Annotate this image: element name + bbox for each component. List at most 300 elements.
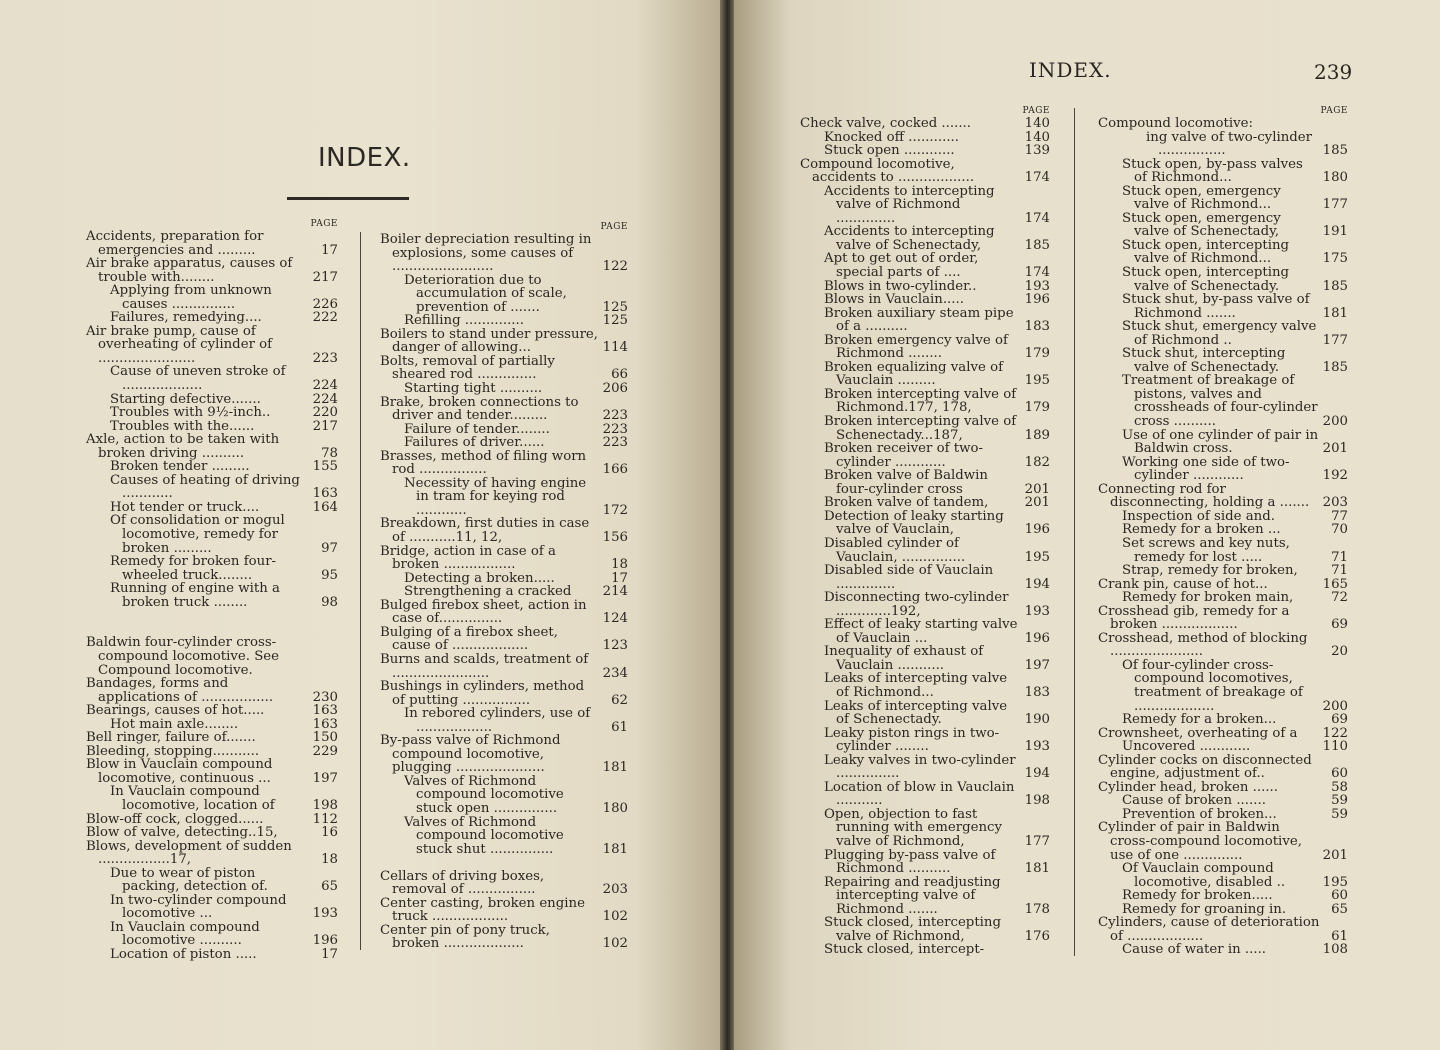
index-entry-page: 60 <box>1331 766 1348 782</box>
index-entry-text: Connecting rod for disconnecting, holding a ....... <box>1098 481 1310 511</box>
index-entry-page: 181 <box>602 841 628 857</box>
index-entry-text: Prevention of broken... <box>1122 806 1277 822</box>
right-page <box>734 0 1440 1050</box>
index-entry <box>380 599 628 626</box>
index-entry <box>86 501 338 515</box>
index-entry <box>1098 943 1348 957</box>
index-entry-text: Location of blow in Vauclain ........... <box>824 779 1019 809</box>
index-entry-page: 124 <box>602 611 628 627</box>
index-entry-text: Cause of broken ....... <box>1122 793 1266 809</box>
index-entry-page: 60 <box>1331 888 1348 904</box>
index-entry-text: Broken valve of tandem, <box>824 495 989 511</box>
index-entry-page: 165 <box>1322 576 1348 592</box>
index-entry-text: Failures of driver...... <box>404 435 545 451</box>
index-entry-text: Hot tender or truck.... <box>110 499 260 515</box>
index-entry-page: 193 <box>1024 739 1050 755</box>
index-entry-text: Broken valve of Baldwin four-cylinder cross <box>824 468 993 497</box>
index-entry-page: 71 <box>1331 563 1348 579</box>
index-entry <box>1098 212 1348 239</box>
index-column-left-1 <box>86 219 338 962</box>
index-entry-page: 181 <box>602 760 628 776</box>
index-entry <box>800 252 1050 279</box>
index-entry <box>800 469 1050 496</box>
index-entry <box>1098 320 1348 347</box>
index-entry <box>800 645 1050 672</box>
index-entry <box>800 916 1050 943</box>
index-entry-page: 163 <box>312 703 338 719</box>
index-entry-page: 195 <box>1024 549 1050 565</box>
index-entry-text: Remedy for a broken ... <box>1122 522 1281 538</box>
index-entry-page: 177 <box>1322 332 1348 348</box>
index-entry-text: Of four-cylinder cross-compound locomotives, treatment of breakage of ................... <box>1122 657 1308 714</box>
index-entry <box>86 894 338 921</box>
index-entry <box>1098 456 1348 483</box>
index-entry <box>800 849 1050 876</box>
index-entry-page: 78 <box>321 445 338 461</box>
index-entry-text: Bushings in cylinders, method of putting ................ <box>380 679 589 708</box>
index-entry-text: Troubles with the...... <box>110 418 255 434</box>
index-entry-text: Starting tight .......... <box>404 381 543 397</box>
index-entry-page: 17 <box>321 242 338 258</box>
index-entry-page: 98 <box>321 594 338 610</box>
index-entry-page: 201 <box>1024 481 1050 497</box>
index-entry-page: 223 <box>602 408 628 424</box>
page-column-header: PAGE <box>310 219 338 229</box>
index-entry-text: Inspection of side and. <box>1122 508 1275 524</box>
index-entry-text: Stuck open, emergency valve of Richmond... <box>1122 183 1285 213</box>
index-entry-text: Stuck open, by-pass valves of Richmond... <box>1122 156 1308 186</box>
index-entry-page: 229 <box>312 743 338 759</box>
index-entry-page: 180 <box>602 800 628 816</box>
index-entry-text: Valves of Richmond compound locomotive stuck open ............... <box>404 773 568 816</box>
index-entry-text: Blow in Vauclain compound locomotive, continuous ... <box>86 757 277 786</box>
index-entry-page: 200 <box>1322 414 1348 430</box>
index-entry <box>800 700 1050 727</box>
index-entry-text: Compound locomotive: <box>1098 116 1253 131</box>
index-entry-text: Axle, action to be taken with broken driving .......... <box>86 432 284 461</box>
index-entry-page: 18 <box>321 852 338 868</box>
index-entry <box>1098 916 1348 943</box>
index-entry <box>800 727 1050 754</box>
index-entry-text: Disabled cylinder of Vauclain, ............... <box>824 535 966 565</box>
index-entry-text: Valves of Richmond compound locomotive stuck shut ............... <box>404 814 568 857</box>
index-entry-text: Crosshead gib, remedy for a broken .................. <box>1098 603 1294 633</box>
index-entry-text: Bandages, forms and applications of ................. <box>86 676 274 705</box>
index-entry-text: Necessity of having engine in tram for keying rod ............ <box>404 475 591 518</box>
index-entry-page: 190 <box>1024 712 1050 728</box>
index-entry-page: 222 <box>312 310 338 326</box>
index-entry-page: 17 <box>321 946 338 962</box>
index-entry <box>1098 374 1348 428</box>
index-entry-text: Center casting, broken engine truck .................. <box>380 895 590 925</box>
index-entry-page: 194 <box>1024 576 1050 592</box>
index-entry-page: 196 <box>312 933 338 949</box>
index-entry-text: Broken tender ......... <box>110 459 250 475</box>
index-entry-text: Bleeding, stopping........... <box>86 743 260 759</box>
index-entry-text: Air brake apparatus, causes of trouble with........ <box>86 256 297 285</box>
index-entry-page: 181 <box>1024 861 1050 877</box>
index-entry <box>1098 632 1348 659</box>
index-entry-page: 59 <box>1331 793 1348 809</box>
index-entry <box>1098 158 1348 185</box>
index-entry-text: Cellars of driving boxes, removal of ................ <box>380 868 549 898</box>
index-entry-page: 203 <box>602 882 628 898</box>
index-entry-text: Treatment of breakage of pistons, valves and crossheads of four-cylinder cross .......... <box>1122 373 1322 430</box>
index-entry-text: Brake, broken connections to driver and tender......... <box>380 394 583 424</box>
index-entry-page: 140 <box>1024 116 1050 131</box>
index-entry-page: 16 <box>321 825 338 841</box>
index-entry-page: 220 <box>312 405 338 421</box>
index-entry <box>1098 808 1348 822</box>
index-entry <box>1098 781 1348 795</box>
index-entry-page: 185 <box>1024 237 1050 253</box>
index-entry-page: 223 <box>312 350 338 366</box>
index-entry <box>86 311 338 325</box>
index-entry-page: 234 <box>602 665 628 681</box>
index-entry-page: 195 <box>1322 874 1348 890</box>
page-column-header: PAGE <box>1320 106 1348 116</box>
index-entry-text: Starting defective....... <box>110 391 261 407</box>
index-entry <box>86 677 338 704</box>
index-entry-page: 185 <box>1322 143 1348 159</box>
index-entry-text: Stuck shut, intercepting valve of Schenectady. <box>1122 346 1290 375</box>
index-entry-page: 194 <box>1024 766 1050 782</box>
index-entry <box>380 545 628 572</box>
index-entry <box>800 293 1050 307</box>
index-entry-page: 201 <box>1024 495 1050 511</box>
index-entry-page: 175 <box>1322 251 1348 267</box>
index-entry <box>86 514 338 555</box>
index-entry <box>86 826 338 840</box>
index-entry <box>1098 740 1348 754</box>
index-entry <box>86 257 338 284</box>
index-entry-page: 122 <box>1322 725 1348 741</box>
index-entry-text: Location of piston ..... <box>110 946 257 962</box>
index-entry-page: 206 <box>602 381 628 397</box>
index-entry <box>1098 185 1348 212</box>
index-entry-page: 201 <box>1322 847 1348 863</box>
index-entry-page: 224 <box>312 378 338 394</box>
index-entry-text: In rebored cylinders, use of .................. <box>404 706 595 735</box>
index-entry <box>380 233 628 274</box>
index-entry-text: Use of one cylinder of pair in Baldwin cross. <box>1122 427 1323 457</box>
index-entry-page: 70 <box>1331 522 1348 538</box>
index-entry-page: 198 <box>312 797 338 813</box>
index-entry-page: 230 <box>312 689 338 705</box>
index-entry <box>86 921 338 948</box>
index-entry-text: Broken intercepting valve of Richmond.177, 178, <box>824 386 1021 416</box>
column-divider <box>1074 108 1075 956</box>
index-entry-text: Boilers to stand under pressure, danger of allowing... <box>380 326 603 356</box>
index-entry <box>1098 821 1348 862</box>
index-entry-page: 65 <box>1331 901 1348 917</box>
index-entry-text: In Vauclain compound locomotive, location of <box>110 784 275 813</box>
index-entry-page: 163 <box>312 486 338 502</box>
index-entry-text: Stuck open, intercepting valve of Richmond... <box>1122 237 1294 267</box>
index-entry-text: Broken receiver of two-cylinder ............ <box>824 441 983 470</box>
index-entry-text: Leaky valves in two-cylinder ............... <box>824 752 1020 782</box>
index-entry <box>1098 578 1348 592</box>
index-entry-page: 185 <box>1322 278 1348 294</box>
title-rule <box>287 197 409 200</box>
index-entry-text: Cylinder of pair in Baldwin cross-compound locomotive, use of one .............. <box>1098 820 1307 863</box>
index-entry-text: Blows, development of sudden .................17, <box>86 838 297 868</box>
index-entry <box>380 734 628 775</box>
index-entry-text: Strap, remedy for broken, <box>1122 563 1298 579</box>
index-entry <box>380 924 628 951</box>
index-entry-page: 189 <box>1024 427 1050 443</box>
index-entry <box>800 943 1050 957</box>
index-entry <box>380 328 628 355</box>
index-entry <box>1098 537 1348 564</box>
index-entry <box>86 636 338 677</box>
index-entry <box>800 672 1050 699</box>
index-entry-text: Strengthening a cracked <box>404 584 572 600</box>
index-entry-text: Blows in Vauclain..... <box>824 292 964 308</box>
index-entry-page: 182 <box>1024 454 1050 470</box>
index-entry <box>380 775 628 816</box>
index-entry-text: Refilling .............. <box>404 313 524 329</box>
index-entry-page: 18 <box>611 557 628 573</box>
index-entry-page: 179 <box>1024 400 1050 416</box>
index-entry <box>1098 659 1348 713</box>
index-entry <box>380 314 628 328</box>
index-entry <box>86 230 338 257</box>
index-entry-text: Remedy for a broken... <box>1122 712 1277 728</box>
index-entry-page: 192 <box>1322 468 1348 484</box>
index-entry-page: 123 <box>602 638 628 654</box>
index-entry <box>1098 131 1348 158</box>
page-column-header: PAGE <box>600 222 628 232</box>
index-entry-text: Baldwin four-cylinder cross-compound locomotive. See Compound locomotive. <box>86 635 284 678</box>
index-entry <box>800 415 1050 442</box>
index-entry-text: ing valve of two-cylinder ................ <box>1146 129 1317 159</box>
index-entry-text: Stuck closed, intercept- <box>824 942 985 958</box>
index-entry-page: 125 <box>602 299 628 315</box>
index-entry <box>1098 862 1348 889</box>
index-entry-text: Blow of valve, detecting..15, <box>86 825 278 841</box>
index-entry-page: 71 <box>1331 549 1348 565</box>
running-title: INDEX. <box>1029 58 1112 82</box>
index-entry-text: Accidents to intercepting valve of Richmond .............. <box>824 183 999 226</box>
index-entry-page: 20 <box>1331 644 1348 660</box>
index-entry <box>380 680 628 707</box>
index-entry-page: 97 <box>321 540 338 556</box>
index-entry-text: Crank pin, cause of hot... <box>1098 576 1268 592</box>
index-entry-page: 17 <box>611 570 628 586</box>
index-entry-page: 197 <box>1024 657 1050 673</box>
index-entry-text: Compound locomotive, accidents to .................. <box>800 156 975 186</box>
index-entry-page: 177 <box>1024 833 1050 849</box>
index-entry-page: 72 <box>1331 590 1348 606</box>
index-entry-text: Cylinder cocks on disconnected engine, adjustment of.. <box>1098 752 1316 782</box>
index-entry-page: 59 <box>1331 806 1348 822</box>
index-entry-page: 61 <box>1331 928 1348 944</box>
index-entry-page: 102 <box>602 909 628 925</box>
entry-spacer <box>86 609 338 623</box>
index-entry-page: 65 <box>321 879 338 895</box>
index-entry-page: 196 <box>1024 522 1050 538</box>
index-entry-page: 110 <box>1322 739 1348 755</box>
index-entry <box>380 396 628 423</box>
index-entry-text: In two-cylinder compound locomotive ... <box>110 892 291 922</box>
index-entry <box>380 707 628 734</box>
index-entry <box>1098 605 1348 632</box>
index-entry-text: Stuck shut, emergency valve of Richmond .. <box>1122 319 1321 348</box>
index-entry-page: 193 <box>312 906 338 922</box>
index-entry <box>800 185 1050 226</box>
page-title: INDEX. <box>318 143 411 173</box>
index-entry <box>1098 117 1348 131</box>
index-entry <box>86 758 338 785</box>
index-entry-page: 214 <box>602 584 628 600</box>
index-entry-page: 178 <box>1024 901 1050 917</box>
index-entry-page: 217 <box>312 269 338 285</box>
index-entry <box>380 382 628 396</box>
index-entry-text: Knocked off ............ <box>824 129 960 145</box>
index-entry-page: 183 <box>1024 319 1050 335</box>
index-entry <box>800 510 1050 537</box>
index-entry <box>86 393 338 407</box>
index-entry <box>380 355 628 382</box>
index-entry-text: Broken emergency valve of Richmond ........ <box>824 332 1013 362</box>
index-entry <box>1098 591 1348 605</box>
index-entry <box>86 813 338 827</box>
index-entry <box>86 406 338 420</box>
column-divider <box>360 232 361 950</box>
index-entry-page: 191 <box>1322 224 1348 240</box>
index-entry-page: 195 <box>1024 373 1050 389</box>
index-entry-text: Plugging by-pass valve of Richmond .......... <box>824 847 1000 877</box>
index-entry <box>1098 483 1348 510</box>
index-entry-text: Stuck open, emergency valve of Schenectady, <box>1122 210 1285 240</box>
index-entry <box>1098 347 1348 374</box>
index-entry-text: Applying from unknown causes ............... <box>110 283 276 312</box>
index-entry-text: Troubles with 9½-inch.. <box>110 405 271 421</box>
index-entry-text: Broken auxiliary steam pipe of a .......... <box>824 305 1018 335</box>
index-entry <box>380 653 628 680</box>
index-entry <box>380 897 628 924</box>
index-entry-text: Blows in two-cylinder.. <box>824 278 977 294</box>
index-entry-text: Crownsheet, overheating of a <box>1098 725 1298 741</box>
index-entry-page: 183 <box>1024 684 1050 700</box>
index-entry-text: Inequality of exhaust of Vauclain ........... <box>824 644 988 673</box>
index-entry <box>800 158 1050 185</box>
index-entry-text: Stuck open ............ <box>824 143 955 159</box>
index-entry-page: 217 <box>312 418 338 434</box>
entry-spacer <box>86 623 338 637</box>
index-entry <box>800 307 1050 334</box>
index-entry <box>800 225 1050 252</box>
page-column-header: PAGE <box>1022 106 1050 116</box>
index-entry-page: 150 <box>312 730 338 746</box>
index-entry-page: 226 <box>312 296 338 312</box>
index-entry-page: 200 <box>1322 698 1348 714</box>
index-entry <box>800 754 1050 781</box>
index-entry <box>800 334 1050 361</box>
index-entry-page: 177 <box>1322 197 1348 213</box>
index-entry-text: Cylinder head, broken ...... <box>1098 779 1278 795</box>
index-entry-page: 197 <box>312 770 338 786</box>
index-entry <box>800 876 1050 917</box>
index-entry <box>86 420 338 434</box>
index-entry-text: Effect of leaky starting valve of Vauclain ... <box>824 617 1022 646</box>
index-entry-text: Failures, remedying.... <box>110 310 262 326</box>
index-entry-page: 185 <box>1322 359 1348 375</box>
index-entry-text: Remedy for broken..... <box>1122 888 1273 904</box>
index-entry-text: Bearings, causes of hot..... <box>86 703 265 719</box>
index-entry-page: 163 <box>312 716 338 732</box>
index-entry-text: Bolts, removal of partially sheared rod .............. <box>380 353 560 383</box>
index-entry-page: 174 <box>1024 265 1050 281</box>
index-entry-page: 69 <box>1331 712 1348 728</box>
index-entry <box>1098 523 1348 537</box>
index-entry <box>380 626 628 653</box>
index-entry <box>1098 713 1348 727</box>
index-entry-text: Accidents, preparation for emergencies and ......... <box>86 229 268 258</box>
index-entry-text: Remedy for groaning in. <box>1122 901 1287 917</box>
index-entry <box>1098 239 1348 266</box>
index-entry <box>86 325 338 366</box>
index-entry-text: Blow-off cock, clogged...... <box>86 811 264 827</box>
index-entry-text: Open, objection to fast running with emergency valve of Richmond, <box>824 806 1007 849</box>
index-entry-text: Breakdown, first duties in case of ...........11, 12, <box>380 516 594 546</box>
index-entry <box>1098 266 1348 293</box>
index-entry <box>380 274 628 315</box>
index-entry-text: Leaky piston rings in two-cylinder ........ <box>824 725 1000 755</box>
index-entry <box>800 537 1050 564</box>
index-entry-text: Cylinders, cause of deterioration of .................. <box>1098 915 1324 944</box>
index-entry <box>800 591 1050 618</box>
index-entry-text: Crosshead, method of blocking ...................... <box>1098 630 1312 660</box>
index-entry <box>86 867 338 894</box>
index-entry <box>86 460 338 474</box>
index-entry <box>380 436 628 450</box>
index-entry-text: Repairing and readjusting intercepting valve of Richmond ....... <box>824 874 1005 917</box>
index-entry-page: 69 <box>1331 617 1348 633</box>
index-entry-text: Stuck open, intercepting valve of Schenectady. <box>1122 265 1294 294</box>
index-entry-text: Failure of tender........ <box>404 421 550 437</box>
index-column-left-2 <box>380 222 628 951</box>
index-entry-text: Set screws and key nuts, remedy for lost ..... <box>1122 535 1295 565</box>
index-entry <box>380 870 628 897</box>
index-entry-text: Bulged firebox sheet, action in case of............... <box>380 597 591 627</box>
index-entry <box>800 496 1050 510</box>
index-entry <box>380 477 628 518</box>
index-entry-text: Of consolidation or mogul locomotive, remedy for broken ......... <box>110 513 289 556</box>
index-entry-page: 125 <box>602 313 628 329</box>
index-entry-page: 155 <box>312 459 338 475</box>
index-entry-page: 180 <box>1322 170 1348 186</box>
index-entry-page: 172 <box>602 502 628 518</box>
index-entry-page: 193 <box>1024 278 1050 294</box>
index-entry-text: Disconnecting two-cylinder .............192, <box>824 590 1013 619</box>
index-entry-text: Check valve, cocked ....... <box>800 116 972 131</box>
index-entry-page: 201 <box>1322 441 1348 457</box>
index-entry-text: Deterioration due to accumulation of scale, prevention of ....... <box>404 272 572 315</box>
index-entry-page: 139 <box>1024 143 1050 159</box>
index-entry <box>380 450 628 477</box>
index-entry-text: Detection of leaky starting valve of Vauclain, <box>824 508 1008 538</box>
index-entry-page: 66 <box>611 367 628 383</box>
index-entry-text: Burns and scalds, treatment of ....................... <box>380 651 593 681</box>
index-entry-page: 61 <box>611 719 628 735</box>
index-entry-text: Working one side of two-cylinder ............ <box>1122 454 1290 484</box>
index-entry <box>1098 889 1348 903</box>
index-entry-text: Stuck closed, intercepting valve of Richmond, <box>824 915 1006 944</box>
index-entry-page: 223 <box>602 421 628 437</box>
index-entry-text: Hot main axle........ <box>110 716 239 732</box>
